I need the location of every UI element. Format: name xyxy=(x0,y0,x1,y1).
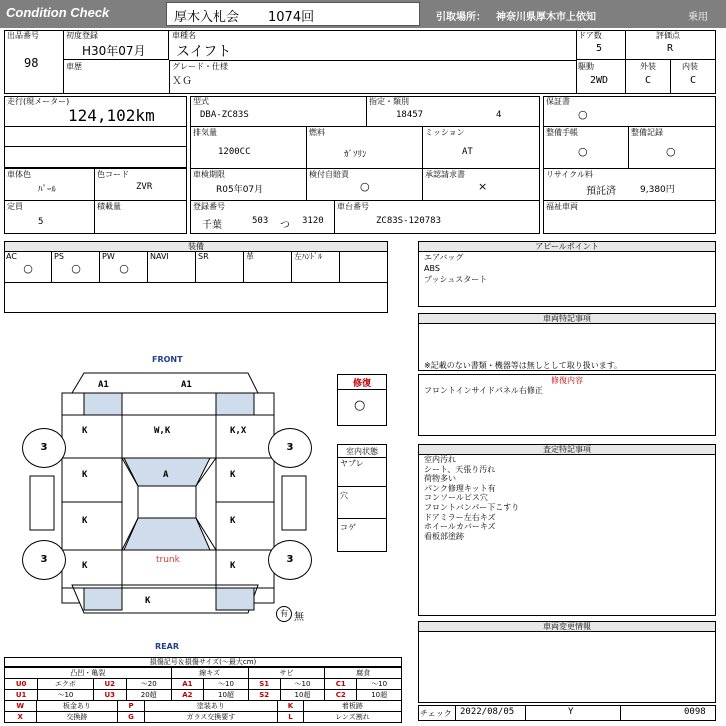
legend-code: S1 xyxy=(248,679,280,690)
rl-tire: 3 xyxy=(22,540,66,580)
mark-fl-door: K xyxy=(82,426,88,436)
legend-code: U1 xyxy=(5,690,38,701)
inspection-value: R05年07月 xyxy=(216,185,264,195)
designation-label: 指定・類別 xyxy=(369,97,409,106)
color-label: 車体色 xyxy=(7,170,31,179)
mark-hood-l: A1 xyxy=(98,380,109,390)
doors-label: ドア数 xyxy=(578,31,602,40)
warranty-label: 保証書 xyxy=(546,97,570,106)
transfer-value: × xyxy=(478,180,488,193)
exterior-label: 外装 xyxy=(640,62,656,71)
trunk-label: trunk xyxy=(156,555,180,565)
legend-header: サビ xyxy=(248,668,324,679)
mark-l-rear-side: K xyxy=(82,516,88,526)
legend-code: C1 xyxy=(325,679,357,690)
inspection-label: 車検期限 xyxy=(193,170,225,179)
grade-label: グレード・仕様 xyxy=(172,62,228,71)
auction-name: 厚木入札会 xyxy=(174,10,240,25)
mission-value: AT xyxy=(462,147,473,157)
legend-code: G xyxy=(118,712,145,723)
legend-title: 損傷記号＆損傷サイズ(〜最大cm) xyxy=(4,657,402,667)
check-divider3 xyxy=(620,705,621,721)
mileage-value: 124,102km xyxy=(68,106,155,125)
mileage-label: 走行(現メーター) xyxy=(7,97,70,106)
appeal-line: エアバッグ xyxy=(424,253,464,262)
legend-header: 線キズ xyxy=(171,668,248,679)
legend-code: A1 xyxy=(171,679,204,690)
legend-desc: 20超 xyxy=(126,690,171,701)
interior-row: 穴 xyxy=(340,491,348,500)
score-label: 評価点 xyxy=(656,31,680,40)
legend-code: X xyxy=(5,712,37,723)
type-label: 型式 xyxy=(193,97,209,106)
class-no-value: 4 xyxy=(496,110,502,120)
color-code-label: 色コード xyxy=(97,170,129,179)
mark-r-front-side: K xyxy=(230,470,236,480)
repair-content-title: 修復内容 xyxy=(551,376,583,385)
legend-code: U3 xyxy=(93,690,126,701)
plate-class: 503 xyxy=(252,216,269,226)
fr-tire: 3 xyxy=(268,428,312,468)
model-label: 車種名 xyxy=(172,31,196,40)
repair-label: 修復 xyxy=(337,376,387,390)
interior-row: ヤブレ xyxy=(340,459,364,468)
displacement-label: 排気量 xyxy=(193,128,217,137)
checker-initial: Y xyxy=(568,707,574,717)
legend-desc: 塗装あり xyxy=(144,701,277,712)
legend-code: P xyxy=(118,701,145,712)
history-label: 車歴 xyxy=(66,62,82,71)
recycle-fee: 9,380円 xyxy=(640,185,675,195)
drive-value: 2WD xyxy=(590,75,609,86)
interior-state-title: 室内状態 xyxy=(337,446,387,458)
legend-desc: 〜10 xyxy=(204,679,249,690)
grade-value: ＸＧ xyxy=(172,76,192,87)
color-code-value: ZVR xyxy=(136,182,153,192)
legend-code: W xyxy=(5,701,37,712)
equipment-value: ○ xyxy=(119,262,129,275)
legend-desc: 〜10 xyxy=(357,679,402,690)
warranty-line2 xyxy=(543,168,716,169)
legend-code: C2 xyxy=(325,690,357,701)
special-title: 車両特記事項 xyxy=(418,313,716,324)
inspector-line: フロントバンパー下こすり xyxy=(424,502,520,512)
special-note: ※記載のない書類・機器等は無しとして取り扱います。 xyxy=(424,361,623,370)
drive-label: 駆動 xyxy=(578,62,594,71)
first-reg-value: H30年07月 xyxy=(82,44,146,58)
inspector-title: 査定特記事項 xyxy=(418,444,716,455)
appeal-title: アピールポイント xyxy=(418,241,716,252)
legend-desc: 10超 xyxy=(204,690,249,701)
capacity-value: 5 xyxy=(38,217,44,227)
equipment-label: PW xyxy=(102,252,115,261)
mark-rear-bumper: K xyxy=(145,596,151,606)
legend-desc: ガラス交換要す xyxy=(144,712,277,723)
legend-desc: 〜10 xyxy=(38,690,93,701)
plate-label: 登録番号 xyxy=(193,202,225,211)
inspector-line: ドアミラー左右キズ xyxy=(424,512,496,522)
brand-title: Condition Check xyxy=(6,5,110,20)
warranty-line1 xyxy=(543,126,716,127)
inspector-line: シート、天張り汚れ xyxy=(424,464,496,474)
warranty-line3 xyxy=(543,200,716,201)
legend-code: K xyxy=(278,701,304,712)
interior-label: 内装 xyxy=(682,62,698,71)
inspector-line: 荷物多い xyxy=(424,474,456,484)
designation-value: 18457 xyxy=(396,110,424,120)
equipment-label: 左ﾊﾝﾄﾞﾙ xyxy=(294,252,322,261)
fuel-label: 燃料 xyxy=(309,128,325,137)
warranty-value: ○ xyxy=(578,108,588,121)
legend-code: A2 xyxy=(171,690,204,701)
legend-desc: レンズ割れ xyxy=(303,712,401,723)
equipment-title: 装備 xyxy=(4,241,388,252)
repair-content-line: フロントインサイドパネル右修正 xyxy=(424,386,543,395)
inspector-list xyxy=(424,455,519,541)
front-label: FRONT xyxy=(152,355,183,364)
legend-desc: 着板跡 xyxy=(303,701,401,712)
inspector-line: 看板部塗跡 xyxy=(424,531,464,541)
check-divider1 xyxy=(455,705,456,721)
check-date: 2022/08/05 xyxy=(460,707,515,717)
color-value: ﾊﾟｰﾙ xyxy=(38,185,57,195)
legend-code: L xyxy=(278,712,304,723)
check-divider2 xyxy=(525,705,526,721)
manual-label: 整備手帳 xyxy=(546,128,578,137)
inspector-line: コンソールビス穴 xyxy=(424,493,488,503)
inspector-line: パンク修理キット有 xyxy=(424,483,496,493)
changes-title: 車両変更情報 xyxy=(418,621,716,632)
repair-content-box xyxy=(418,374,716,436)
spare-tire-icon: 有 xyxy=(276,606,292,622)
exterior-value: C xyxy=(645,75,652,86)
legend-desc: エクボ xyxy=(38,679,93,690)
legend-code: S2 xyxy=(248,690,280,701)
model-value: スイフト xyxy=(176,44,232,60)
legend-desc: 交換跡 xyxy=(36,712,118,723)
check-number: 0098 xyxy=(684,707,706,717)
equipment-label: PS xyxy=(54,252,64,261)
capacity-label: 定員 xyxy=(7,202,23,211)
mission-label: ミッション xyxy=(425,128,465,137)
mark-roof: A xyxy=(163,470,169,480)
equipment-label: NAVI xyxy=(150,252,169,261)
inspector-line: 室内汚れ xyxy=(424,455,456,464)
first-reg-label: 初度登録 xyxy=(66,31,98,40)
equipment-label: AC xyxy=(6,252,17,261)
fuel-value: ｶﾞｿﾘﾝ xyxy=(344,150,367,160)
equipment-label: SR xyxy=(198,252,209,261)
legend-table-2 xyxy=(4,700,402,723)
score-value: R xyxy=(667,43,674,54)
appeal-line: ABS xyxy=(424,264,440,273)
legend-header: 腐食 xyxy=(325,668,402,679)
equipment-value: ○ xyxy=(23,262,33,275)
legend-desc: 〜20 xyxy=(126,679,171,690)
chassis-value: ZC83S-120783 xyxy=(376,216,442,226)
equipment-value: ○ xyxy=(71,262,81,275)
mark-r-rear-side: K xyxy=(230,516,236,526)
legend-desc: 10超 xyxy=(280,690,325,701)
legend-desc: 〜10 xyxy=(280,679,325,690)
changes-box xyxy=(418,631,716,703)
welfare-label: 福祉車両 xyxy=(546,202,578,211)
interior-row: コゲ xyxy=(340,523,356,532)
mark-hood-r: A1 xyxy=(181,380,192,390)
lot-label: 出品番号 xyxy=(7,31,39,40)
legend-table xyxy=(4,667,402,701)
record-value: ○ xyxy=(666,145,676,158)
repair-mark: ○ xyxy=(354,398,366,413)
pickup-place: 神奈川県厚木市上依知 xyxy=(496,12,596,23)
recycle-label: リサイクル料 xyxy=(546,170,593,179)
type-value: DBA-ZC83S xyxy=(200,110,249,120)
chassis-label: 車台番号 xyxy=(337,202,369,211)
mark-fr-door: K,X xyxy=(230,426,247,436)
mark-r-quarter: K xyxy=(230,561,236,571)
insurance-label: 検付自賠責 xyxy=(309,170,349,179)
doors-value: 5 xyxy=(596,43,603,54)
recycle-status: 預託済 xyxy=(586,186,616,197)
legend-desc: 板金あり xyxy=(36,701,118,712)
plate-area: 千葉 xyxy=(202,220,222,231)
interior-value: C xyxy=(690,75,697,86)
record-label: 整備記録 xyxy=(631,128,663,137)
mark-l-front-side: K xyxy=(82,470,88,480)
spec-col-c xyxy=(422,126,423,200)
auction-session: 1074回 xyxy=(268,10,315,25)
load-label: 積載量 xyxy=(97,202,121,211)
rear-label: REAR xyxy=(155,642,179,651)
plate-number: 3120 xyxy=(302,216,324,226)
mark-l-quarter: K xyxy=(82,561,88,571)
check-label: チェック xyxy=(420,709,452,718)
legend-code: U0 xyxy=(5,679,38,690)
legend-code: U2 xyxy=(93,679,126,690)
manual-value: ○ xyxy=(578,145,588,158)
spare-tire-value: 無 xyxy=(294,612,304,623)
rr-tire: 3 xyxy=(268,540,312,580)
inspector-line: ホイールカバーキズ xyxy=(424,522,496,532)
plate-kana: つ xyxy=(280,220,290,231)
equipment-label: 革 xyxy=(246,252,254,261)
fl-tire: 3 xyxy=(22,428,66,468)
warranty-col xyxy=(628,126,629,168)
transfer-label: 承認請求書 xyxy=(425,170,465,179)
appeal-line: プッシュスタート xyxy=(424,275,488,284)
warranty-frame xyxy=(543,96,716,234)
legend-header: 凸凹・亀裂 xyxy=(5,668,172,679)
lot-value: 98 xyxy=(24,56,39,70)
vehicle-category: 乗用 xyxy=(688,12,708,23)
displacement-value: 1200CC xyxy=(218,147,251,157)
insurance-value: ○ xyxy=(360,180,370,193)
appeal-list xyxy=(424,252,487,285)
pickup-label: 引取場所： xyxy=(436,12,486,23)
legend-desc: 10超 xyxy=(357,690,402,701)
mark-windshield: W,K xyxy=(154,426,171,436)
